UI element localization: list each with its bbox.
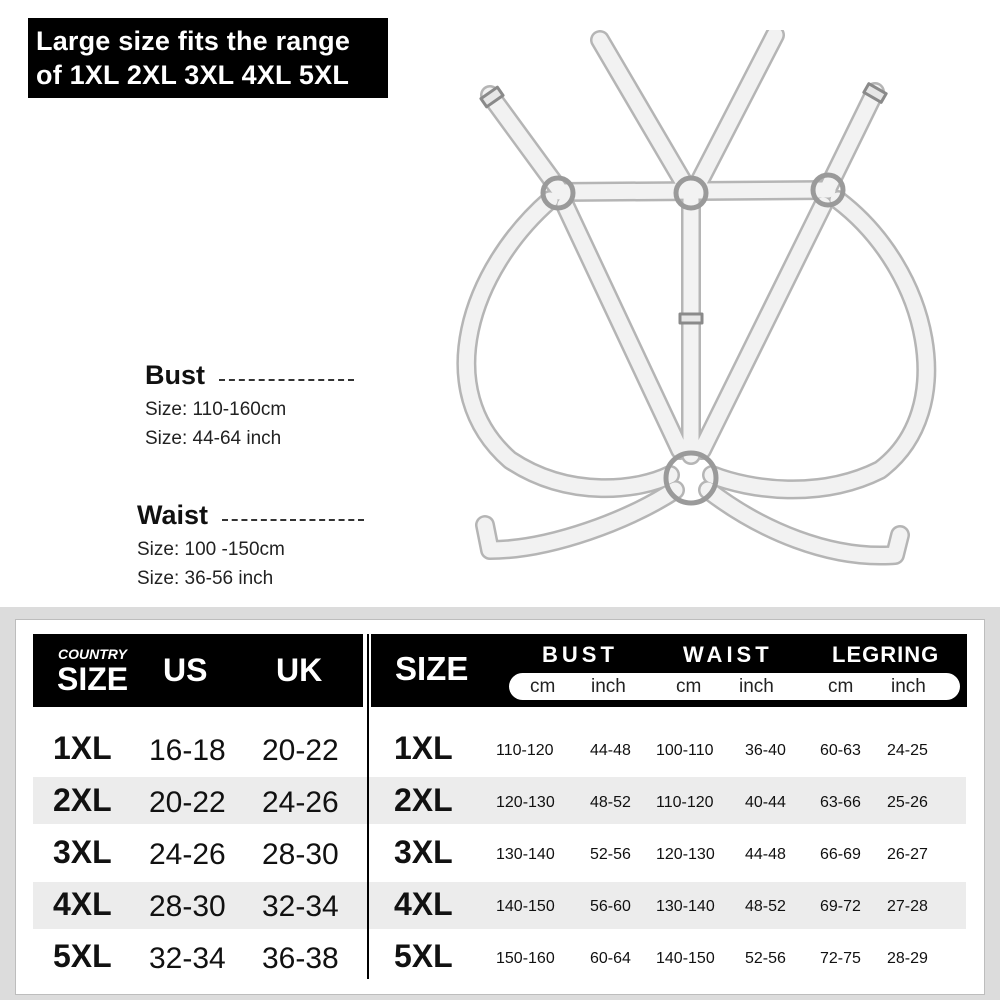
- banner-line-1: Large size fits the range: [36, 26, 351, 56]
- size-cell: 5XL: [53, 938, 112, 974]
- us-cell: 28-30: [149, 890, 226, 923]
- legring-cm-cell: 63-66: [820, 794, 861, 811]
- unit-legring-inch: inch: [891, 676, 926, 697]
- bust-label: Bust: [145, 360, 205, 390]
- bust-size-inch: Size: 44-64 inch: [145, 428, 282, 449]
- bust-cm-cell: 150-160: [496, 950, 555, 967]
- us-cell: 32-34: [149, 942, 226, 975]
- legring-inch-cell: 24-25: [887, 742, 928, 759]
- waist-cm-cell: 140-150: [656, 950, 715, 967]
- size-cell: 3XL: [53, 834, 112, 870]
- size-cell: 2XL: [53, 782, 112, 818]
- waist-label: Waist: [137, 500, 209, 530]
- bust-cm-cell: 140-150: [496, 898, 555, 915]
- header-legring: LEGRING: [832, 642, 940, 667]
- bust-inch-cell: 60-64: [590, 950, 631, 967]
- unit-bust-inch: inch: [591, 676, 626, 697]
- unit-waist-inch: inch: [739, 676, 774, 697]
- legring-cm-cell: 60-63: [820, 742, 861, 759]
- header-bust: BUST: [542, 642, 618, 667]
- size-cell-right: 5XL: [394, 938, 453, 974]
- header-country: COUNTRY: [58, 646, 127, 662]
- unit-legring-cm: cm: [828, 676, 854, 697]
- waist-cm-cell: 110-120: [656, 794, 714, 811]
- header-size-left: SIZE: [57, 661, 129, 697]
- bust-inch-cell: 56-60: [590, 898, 631, 915]
- bust-cm-cell: 120-130: [496, 794, 555, 811]
- bust-cm-cell: 110-120: [496, 742, 554, 759]
- waist-size-cm: Size: 100 -150cm: [137, 539, 285, 560]
- header-us: US: [163, 652, 208, 688]
- legring-cm-cell: 69-72: [820, 898, 861, 915]
- size-cell-right: 3XL: [394, 834, 453, 870]
- us-cell: 24-26: [149, 838, 226, 871]
- table-divider: [367, 634, 369, 979]
- us-cell: 16-18: [149, 734, 226, 767]
- size-range-banner: [28, 18, 388, 98]
- waist-cm-cell: 100-110: [656, 742, 714, 759]
- size-cell-right: 4XL: [394, 886, 453, 922]
- bust-inch-cell: 44-48: [590, 742, 631, 759]
- unit-waist-cm: cm: [676, 676, 702, 697]
- waist-cm-cell: 130-140: [656, 898, 715, 915]
- size-cell: 4XL: [53, 886, 112, 922]
- legring-cm-cell: 66-69: [820, 846, 861, 863]
- bust-size-cm: Size: 110-160cm: [145, 399, 287, 420]
- bust-cm-cell: 130-140: [496, 846, 555, 863]
- uk-cell: 36-38: [262, 942, 339, 975]
- header-waist: WAIST: [683, 642, 773, 667]
- waist-dashed-line: [222, 519, 364, 521]
- waist-size-inch: Size: 36-56 inch: [137, 568, 274, 589]
- bust-dashed-line: [219, 379, 354, 381]
- size-cell: 1XL: [53, 730, 112, 766]
- uk-cell: 28-30: [262, 838, 339, 871]
- uk-cell: 24-26: [262, 786, 339, 819]
- legring-inch-cell: 27-28: [887, 898, 928, 915]
- uk-cell: 20-22: [262, 734, 339, 767]
- bust-inch-cell: 48-52: [590, 794, 631, 811]
- waist-inch-cell: 48-52: [745, 898, 786, 915]
- waist-inch-cell: 44-48: [745, 846, 786, 863]
- bust-measurement: [145, 360, 354, 450]
- legring-cm-cell: 72-75: [820, 950, 861, 967]
- waist-cm-cell: 120-130: [656, 846, 715, 863]
- us-cell: 20-22: [149, 786, 226, 819]
- size-cell-right: 2XL: [394, 782, 453, 818]
- legring-inch-cell: 26-27: [887, 846, 928, 863]
- size-cell-right: 1XL: [394, 730, 453, 766]
- unit-bust-cm: cm: [530, 676, 556, 697]
- banner-line-2: of 1XL 2XL 3XL 4XL 5XL: [36, 60, 350, 90]
- header-uk: UK: [276, 652, 323, 688]
- waist-inch-cell: 52-56: [745, 950, 786, 967]
- uk-cell: 32-34: [262, 890, 339, 923]
- waist-measurement: [137, 500, 364, 590]
- waist-inch-cell: 40-44: [745, 794, 786, 811]
- legring-inch-cell: 28-29: [887, 950, 928, 967]
- waist-inch-cell: 36-40: [745, 742, 786, 759]
- bust-inch-cell: 52-56: [590, 846, 631, 863]
- harness-product-image: [430, 30, 970, 590]
- legring-inch-cell: 25-26: [887, 794, 928, 811]
- header-size-right: SIZE: [395, 650, 469, 687]
